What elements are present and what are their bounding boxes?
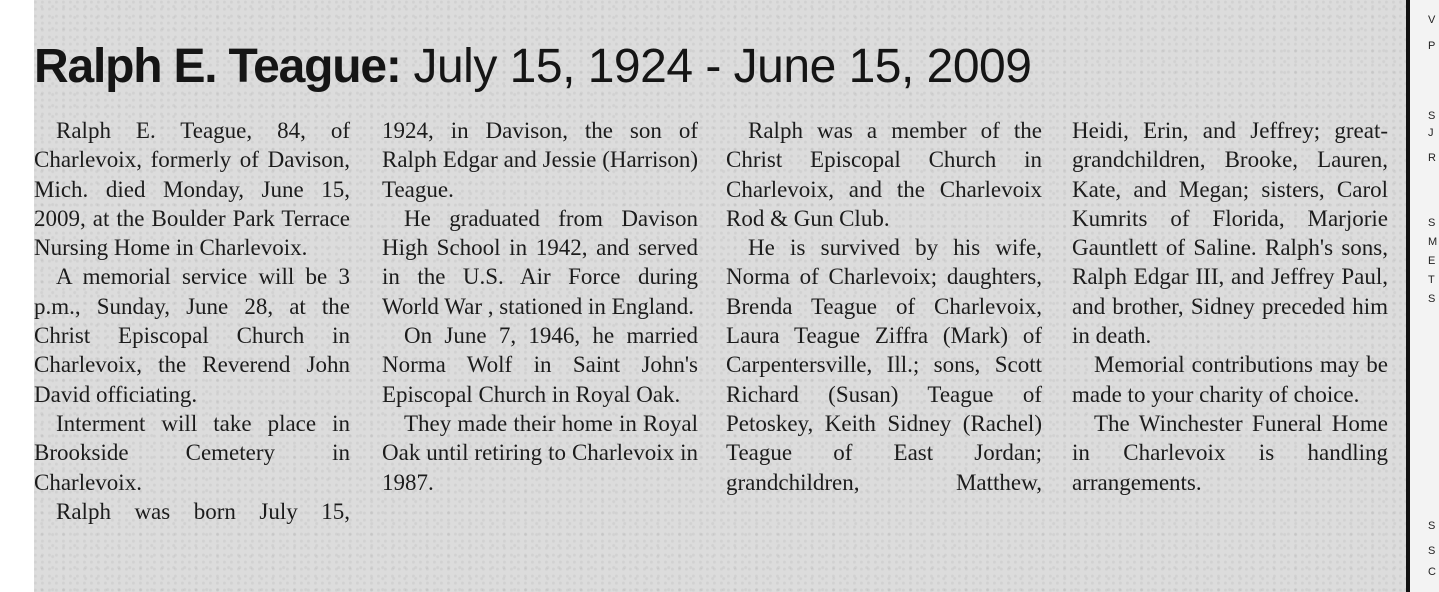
adjacent-column-letter: E bbox=[1428, 255, 1436, 267]
article-paragraph: They made their home in Royal Oak until retiring to Charlevoix in 1987. bbox=[382, 410, 698, 495]
adjacent-column-letter: J bbox=[1428, 127, 1434, 139]
article-paragraph: Ralph was a member of the Christ Episcopal Church in Charlevoix, and the Charlevoix Rod & Gun Club. bbox=[726, 118, 1042, 231]
article-paragraph: On June 7, 1946, he married Norma Wolf in Saint John's Episcopal Church in Royal Oak. bbox=[382, 323, 698, 407]
adjacent-column-letter: V bbox=[1428, 14, 1436, 26]
adjacent-column-letter: M bbox=[1428, 236, 1438, 248]
adjacent-column-letter: P bbox=[1428, 40, 1436, 52]
article-paragraph: He graduated from Davison High School in 1942, and served in the U.S. Air Force during World War , stationed in England. bbox=[382, 205, 698, 319]
article-paragraph: Memorial contributions may be made to your charity of choice. bbox=[1072, 352, 1388, 407]
article-paragraph: He is survived by his wife, Norma of Charlevoix; daughters, Brenda Teague of Charlevoix, Laura Teague Ziffra (Mark) of Carpentersville, Ill.; sons, Scott Richard (Susan) Teague of Petoskey, Keith Sidney (Rachel) Teague of East Jordan; grandchildren, Matthew, bbox=[726, 235, 1042, 495]
headline-name: Ralph E. Teague: bbox=[34, 40, 401, 93]
obituary-headline bbox=[34, 40, 1031, 94]
article-paragraph: Interment will take place in Brookside Cemetery in Charlevoix. bbox=[34, 410, 350, 495]
article-paragraph: Heidi, Erin, and Jeffrey; great-grandchildren, Brooke, Lauren, Kate, and Megan; sisters, Carol Kumrits of Florida, Marjorie Gauntlett of Saline. Ralph's sons, Ralph Edgar III, and Jeffrey Paul, and brother, Sidney preceded him in death. bbox=[1072, 118, 1388, 349]
scan-left-margin bbox=[0, 0, 34, 592]
adjacent-column-letter: R bbox=[1428, 152, 1436, 164]
article-paragraph: A memorial service will be 3 p.m., Sunday, June 28, at the Christ Episcopal Church in Charlevoix, the Reverend John David officiating. bbox=[34, 264, 350, 407]
adjacent-column-letter: S bbox=[1428, 545, 1436, 557]
adjacent-column-letter: S bbox=[1428, 293, 1436, 305]
adjacent-column-letter: S bbox=[1428, 217, 1436, 229]
headline-dates: July 15, 1924 - June 15, 2009 bbox=[400, 40, 1032, 93]
article-column-4 bbox=[1072, 116, 1388, 586]
article-paragraph: Ralph was born July 15, bbox=[56, 498, 350, 524]
article-paragraph: The Winchester Funeral Home in Charlevoix is handling arrangements. bbox=[1072, 410, 1388, 495]
article-column-1 bbox=[34, 116, 350, 586]
article-paragraph: 1924, in Davison, the son of Ralph Edgar and Jessie (Harrison) Teague. bbox=[382, 118, 698, 202]
adjacent-column-letter: T bbox=[1428, 274, 1435, 286]
article-column-3 bbox=[726, 116, 1042, 586]
article-paragraph: Ralph E. Teague, 84, of Charlevoix, formerly of Davison, Mich. died Monday, June 15, 2009, at the Boulder Park Terrace Nursing Home in Charlevoix. bbox=[34, 118, 350, 261]
adjacent-column-letter: S bbox=[1428, 110, 1436, 122]
adjacent-column-letter: C bbox=[1428, 566, 1436, 578]
article-column-2 bbox=[382, 116, 698, 586]
adjacent-column-letter: S bbox=[1428, 520, 1436, 532]
